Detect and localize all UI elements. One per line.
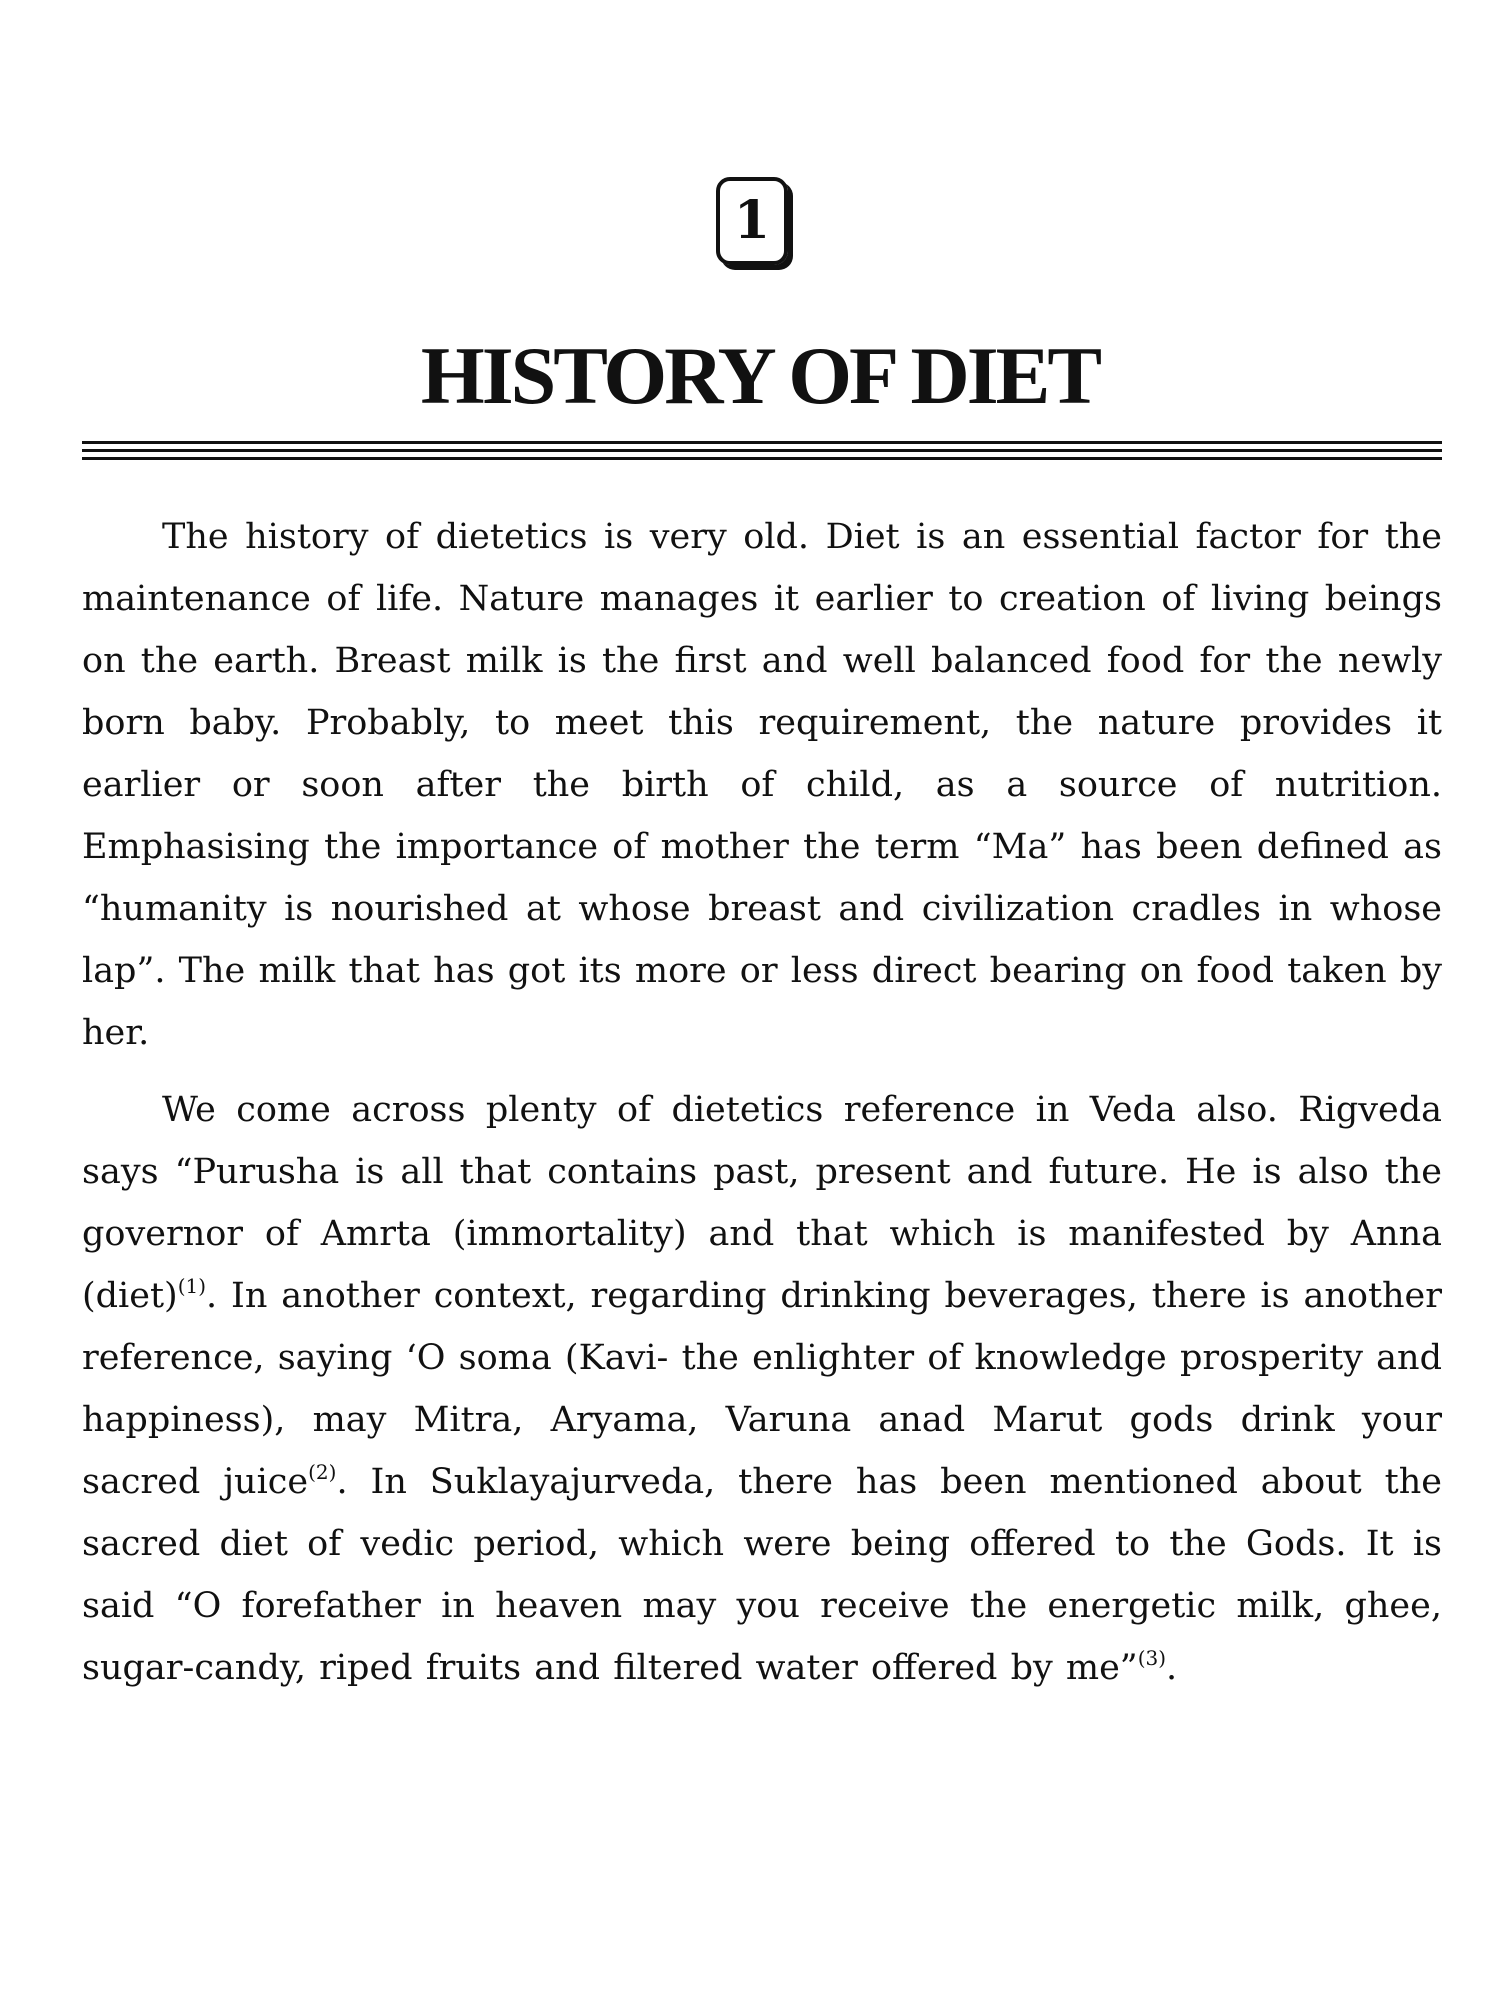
paragraph-text: The history of dietetics is very old. Diet is an essential factor for the maintenance of life. Nature manages it earlier to creation of living beings on the earth. Breast milk is the first and well balanced food for the newly born baby. Probably, to meet this requirement, the nature provides it earlier or soon after the birth of child, as a source of nutrition. Emphasising the importance of mother the term “Ma” has been defined as “humanity is nourished at whose breast and civilization cradles in whose lap”. The milk that has got its more or less direct bearing on food taken by her. [82, 517, 1442, 1053]
paragraph-text: . In Suklayajurveda, there has been mentioned about the sacred diet of vedic period, which were being offered to the Gods. It is said “O forefather in heaven may you receive the energetic milk, ghee, sugar-candy, riped fruits and filtered water offered by me” [82, 1462, 1442, 1688]
paragraph-1 [82, 506, 1442, 1064]
title-rule-line [82, 441, 1442, 444]
chapter-title: HISTORY OF DIET [420, 330, 1100, 421]
paragraph-text: . In another context, regarding drinking beverages, there is another reference, saying ‘O soma (Kavi- the enlighter of knowledge prosperity and happiness), may Mitra, Aryama, Varuna anad Marut gods drink your sacred juice [82, 1276, 1442, 1502]
title-rule-line [82, 449, 1442, 452]
body-text [82, 506, 1442, 1699]
paragraph-text: . [1166, 1648, 1178, 1688]
footnote-marker: (1) [177, 1274, 207, 1298]
chapter-number: 1 [733, 190, 771, 251]
paragraph-text: We come across plenty of dietetics reference in Veda also. Rigveda says “Purusha is all that contains past, present and future. He is also the governor of Amrta (immortality) and that which is manifested by Anna (diet) [82, 1090, 1442, 1316]
footnote-marker: (3) [1137, 1646, 1167, 1670]
chapter-number-badge [716, 177, 788, 265]
paragraph-2 [82, 1079, 1442, 1699]
footnote-marker: (2) [308, 1460, 337, 1484]
title-rule-line [82, 457, 1442, 460]
